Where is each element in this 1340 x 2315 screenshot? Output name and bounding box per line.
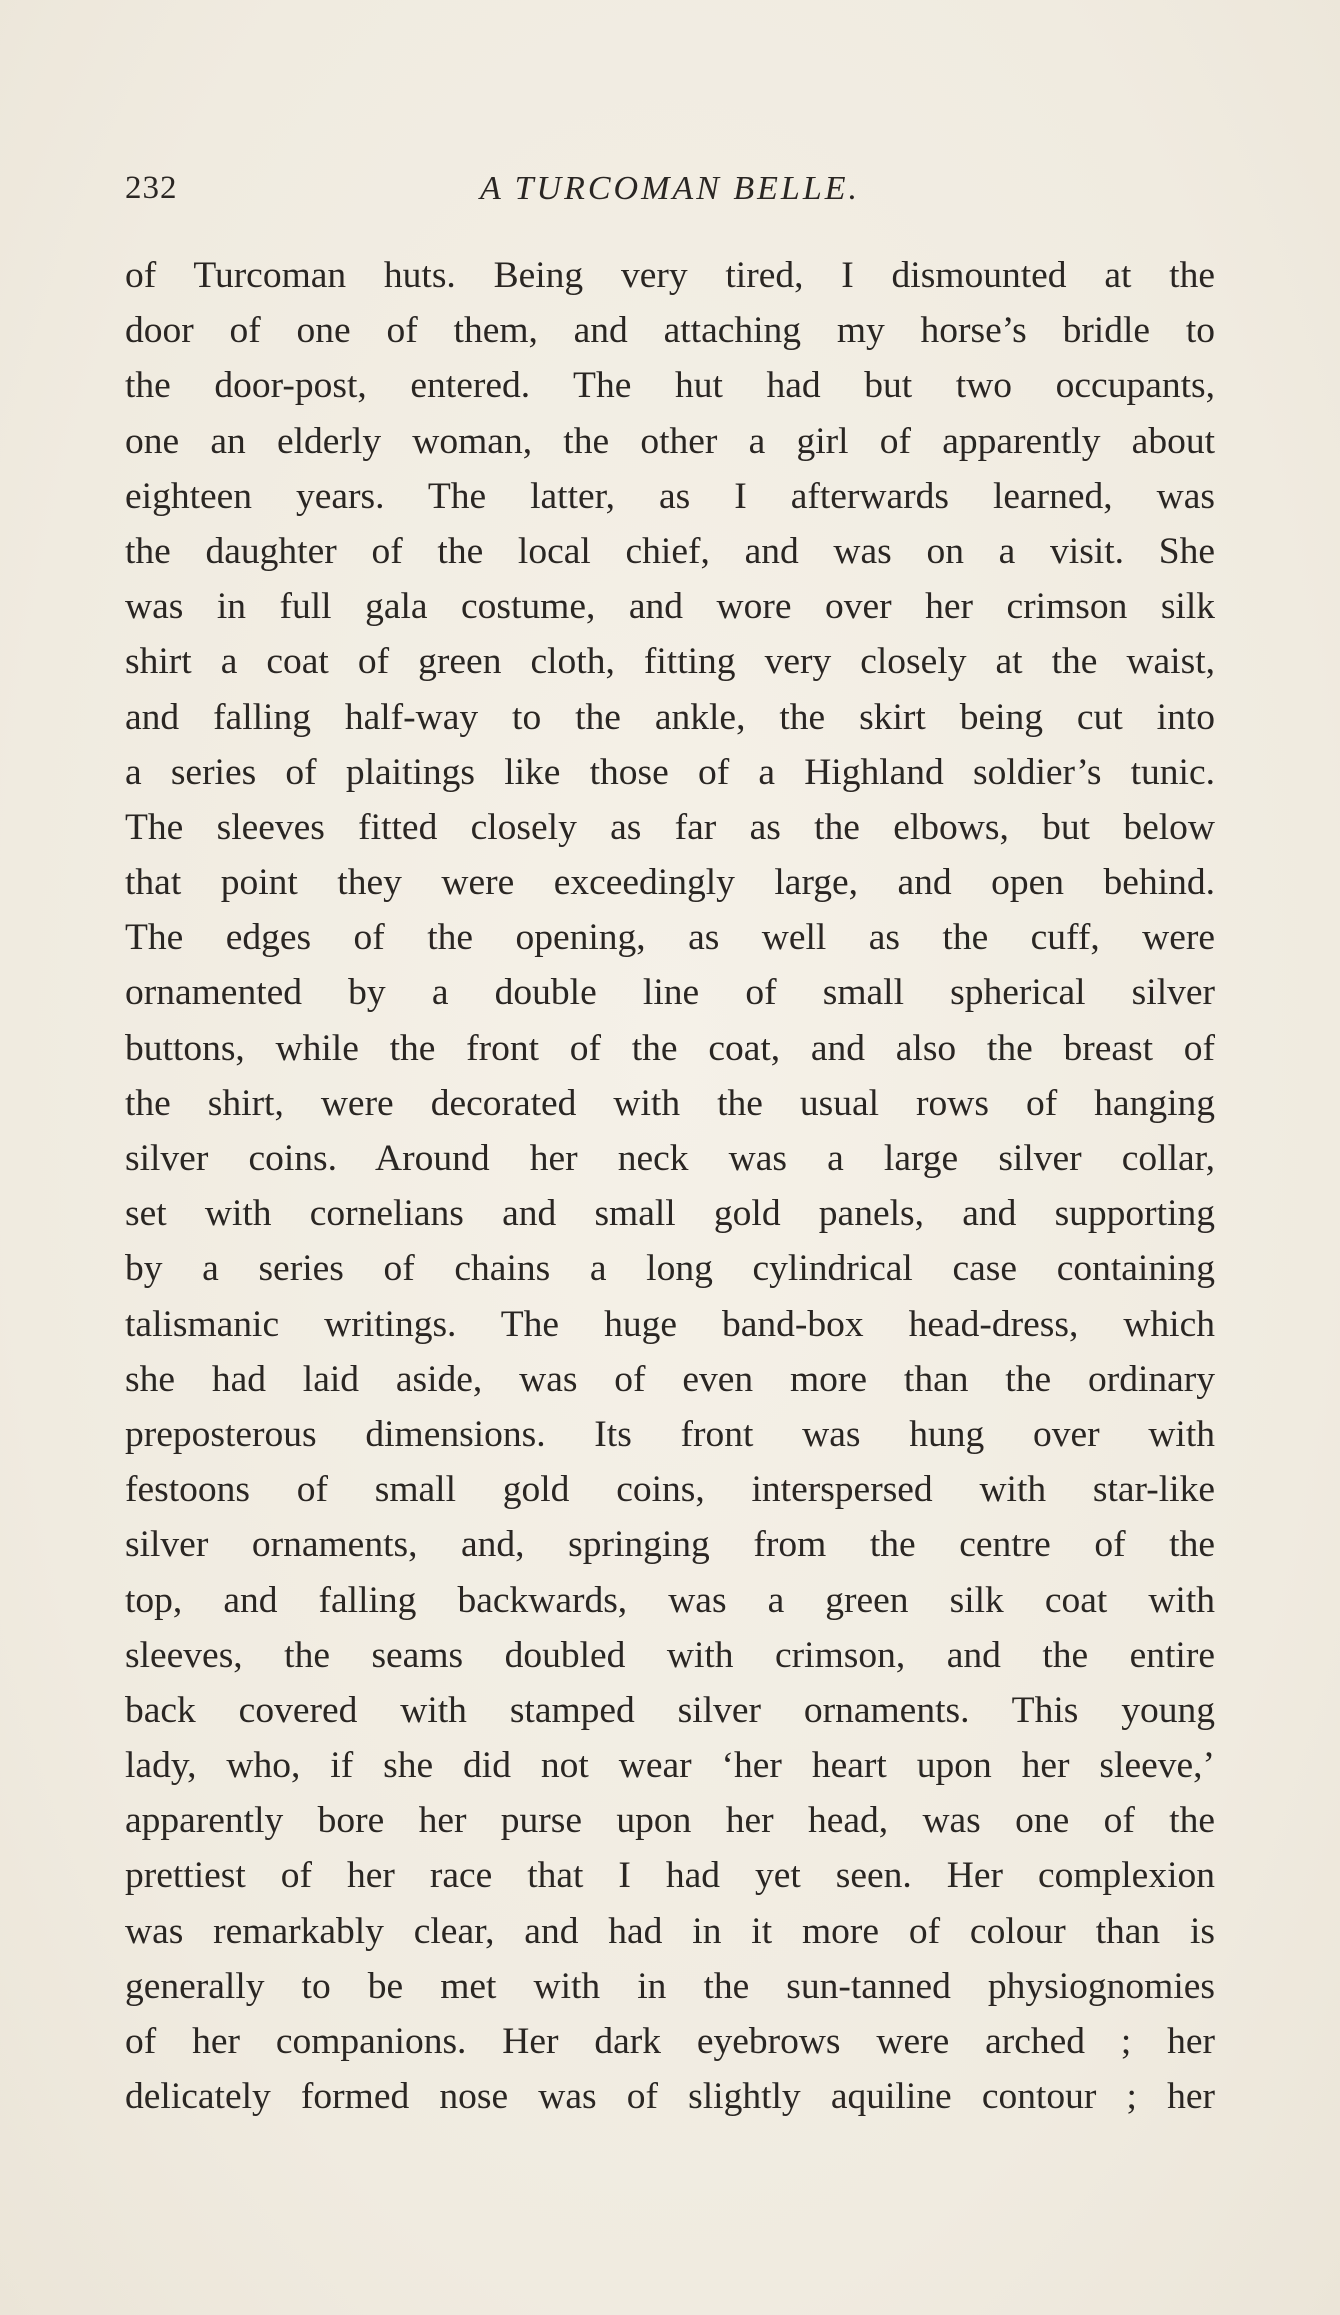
body-text	[125, 248, 1215, 2124]
text-line: ornamented by a double line of small spherical silver	[125, 972, 1215, 1014]
page-number: 232	[125, 170, 178, 206]
page-header	[125, 170, 1215, 220]
text-line: the shirt, were decorated with the usual rows of hanging	[125, 1082, 1215, 1124]
text-line: generally to be met with in the sun-tanned physiognomies	[125, 1965, 1215, 2007]
text-line: buttons, while the front of the coat, and also the breast of	[125, 1027, 1215, 1069]
text-line: sleeves, the seams doubled with crimson, and the entire	[125, 1634, 1215, 1676]
text-line: that point they were exceedingly large, and open behind.	[125, 862, 1215, 904]
text-line: set with cornelians and small gold panels, and supporting	[125, 1193, 1215, 1235]
text-line: the door-post, entered. The hut had but two occupants,	[125, 365, 1215, 407]
text-line: The edges of the opening, as well as the cuff, were	[125, 917, 1215, 959]
text-line: silver coins. Around her neck was a large silver collar,	[125, 1138, 1215, 1179]
running-head: A TURCOMAN BELLE.	[479, 170, 860, 207]
text-line: a series of plaitings like those of a Highland soldier’s tunic.	[125, 751, 1215, 793]
text-line: lady, who, if she did not wear ‘her heart upon her sleeve,’	[125, 1745, 1215, 1787]
text-line: of her companions. Her dark eyebrows were arched ; her	[125, 2021, 1215, 2062]
text-line: shirt a coat of green cloth, fitting very closely at the waist,	[125, 641, 1215, 683]
text-line: eighteen years. The latter, as I afterwards learned, was	[125, 475, 1215, 517]
text-line: talismanic writings. The huge band-box head-dress, which	[125, 1303, 1215, 1345]
text-line: door of one of them, and attaching my horse’s bridle to	[125, 310, 1215, 352]
text-line: one an elderly woman, the other a girl of apparently about	[125, 420, 1215, 462]
text-line: prettiest of her race that I had yet seen. Her complexion	[125, 1855, 1215, 1897]
text-line: top, and falling backwards, was a green silk coat with	[125, 1579, 1215, 1621]
text-line: by a series of chains a long cylindrical case containing	[125, 1248, 1215, 1290]
text-line: festoons of small gold coins, interspersed with star-like	[125, 1469, 1215, 1511]
text-line: of Turcoman huts. Being very tired, I dismounted at the	[125, 255, 1215, 296]
text-line: was remarkably clear, and had in it more of colour than is	[125, 1910, 1215, 1952]
text-line: silver ornaments, and, springing from the centre of the	[125, 1524, 1215, 1566]
text-line: The sleeves fitted closely as far as the elbows, but below	[125, 806, 1215, 848]
text-line: delicately formed nose was of slightly aquiline contour ; her	[125, 2076, 1215, 2118]
text-line: the daughter of the local chief, and was on a visit. She	[125, 530, 1215, 572]
text-line: apparently bore her purse upon her head, was one of the	[125, 1800, 1215, 1842]
text-line: preposterous dimensions. Its front was hung over with	[125, 1413, 1215, 1455]
text-line: back covered with stamped silver ornaments. This young	[125, 1689, 1215, 1731]
text-line: she had laid aside, was of even more than the ordinary	[125, 1358, 1215, 1400]
text-line: and falling half-way to the ankle, the skirt being cut into	[125, 696, 1215, 738]
text-line: was in full gala costume, and wore over her crimson silk	[125, 586, 1215, 628]
